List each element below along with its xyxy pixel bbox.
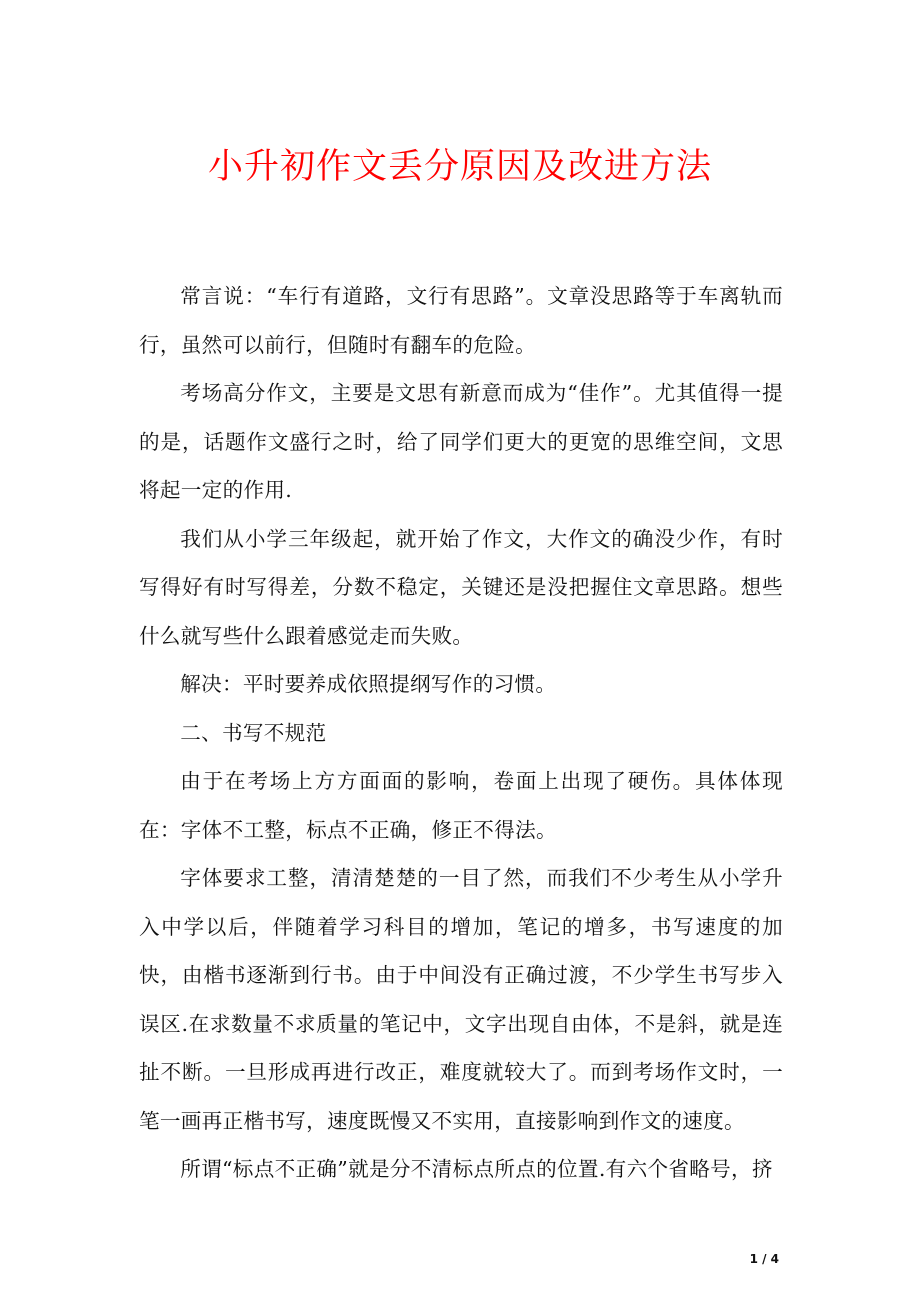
- document-title: 小升初作文丢分原因及改进方法: [207, 147, 712, 187]
- paragraph-2: 考场高分作文，主要是文思有新意而成为“佳作”。尤其值得一提的是，话题作文盛行之时，给了同学们更大的更宽的思维空间，文思将起一定的作用.: [139, 381, 783, 502]
- paragraph-1: 常言说：“车行有道路，文行有思路”。文章没思路等于车离轨而行，虽然可以前行，但随时有翻车的危险。: [139, 284, 783, 357]
- paragraph-5: 由于在考场上方方面面的影响，卷面上出现了硬伤。具体体现在：字体不工整，标点不正确，修正不得法。: [139, 769, 783, 842]
- document-body: [139, 272, 783, 1194]
- page-number: 1 / 4: [749, 1252, 779, 1266]
- paragraph-3: 我们从小学三年级起，就开始了作文，大作文的确没少作，有时写得好有时写得差，分数不稳定，关键还是没把握住文章思路。想些什么就写些什么跟着感觉走而失败。: [139, 526, 783, 648]
- paragraph-4: 解决：平时要养成依照提纲写作的习惯。: [180, 672, 557, 696]
- paragraph-7: 所谓“标点不正确”就是分不清标点所点的位置.有六个省略号，挤: [180, 1157, 773, 1181]
- paragraph-6: 字体要求工整，清清楚楚的一目了然，而我们不少考生从小学升入中学以后，伴随着学习科目的增加，笔记的增多，书写速度的加快，由楷书逐渐到行书。由于中间没有正确过渡，不少学生书写步入误区.在求数量不求质量的笔记中，文字出现自由体，不是斜，就是连扯不断。一旦形成再进行改正，难度就较大了。而到考场作文时，一笔一画再正楷书写，速度既慢又不实用，直接影响到作文的速度。: [139, 866, 783, 1133]
- section-heading: 二、书写不规范: [180, 720, 327, 745]
